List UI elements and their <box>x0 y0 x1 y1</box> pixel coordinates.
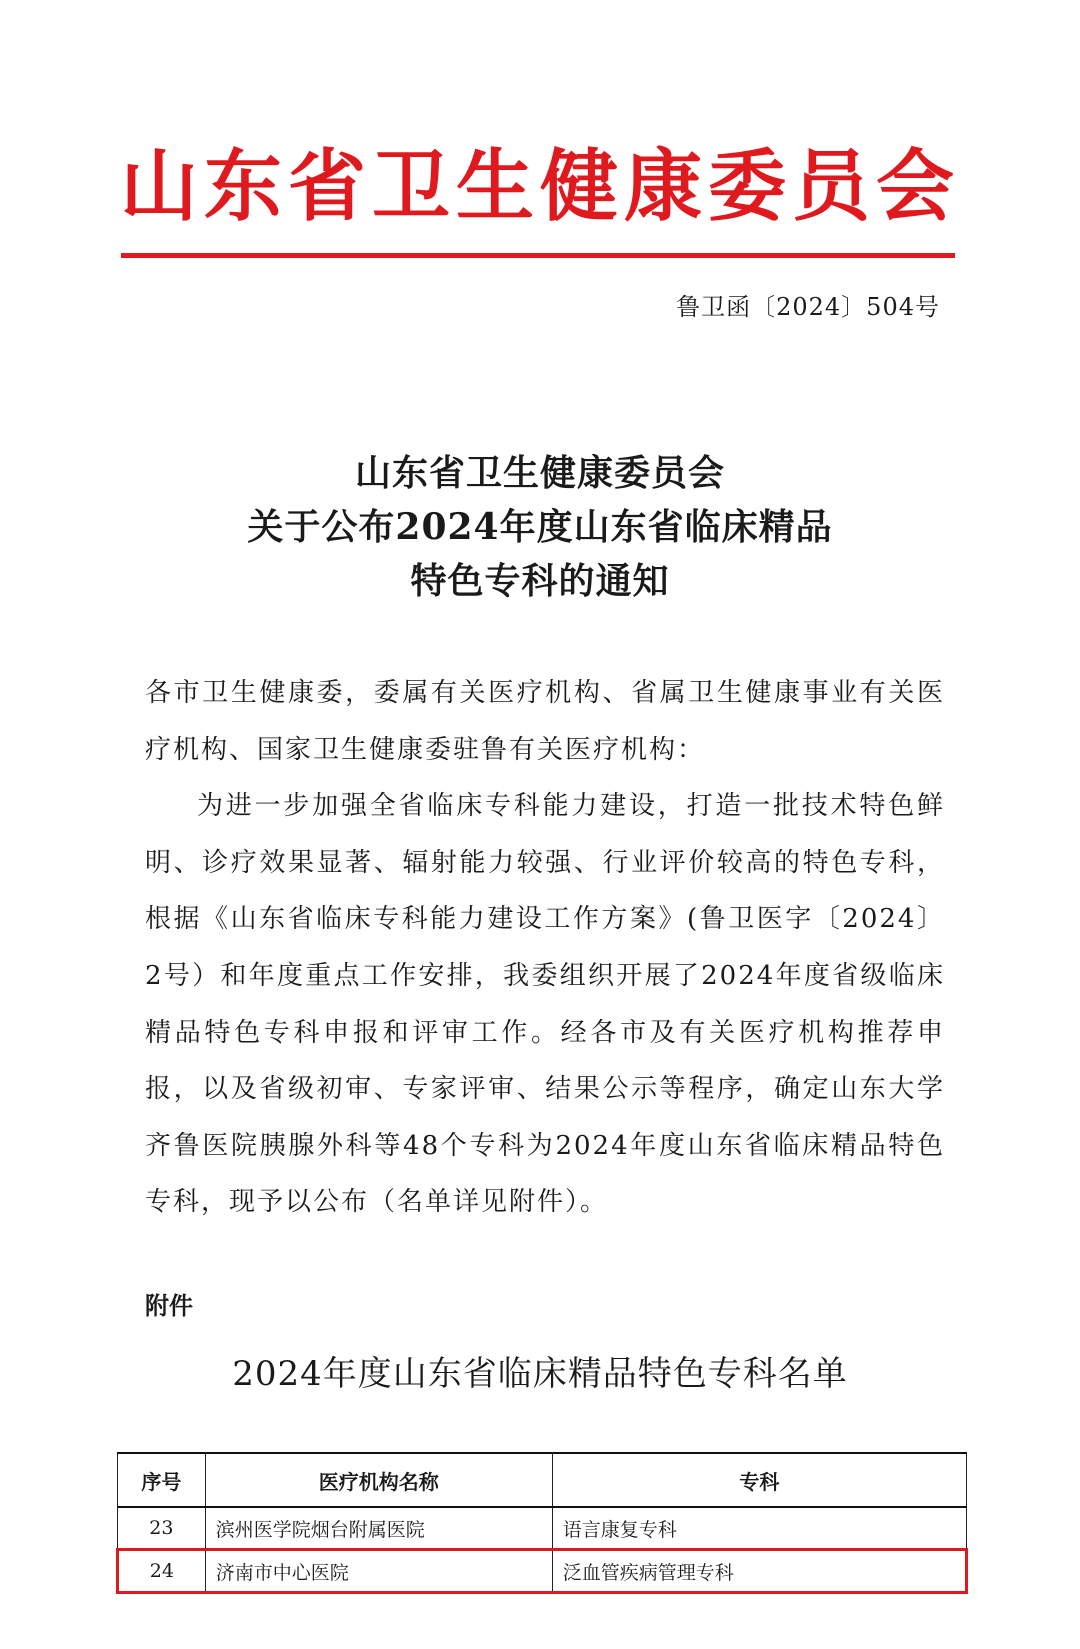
row-index: 24 <box>118 1550 206 1593</box>
row-index: 23 <box>118 1507 206 1550</box>
letterhead-org-name: 山东省卫生健康委员会 <box>119 142 960 232</box>
header-institution: 医疗机构名称 <box>205 1453 552 1507</box>
table-row-highlighted <box>118 1550 967 1593</box>
header-index: 序号 <box>118 1453 206 1507</box>
header-specialty: 专科 <box>552 1453 966 1507</box>
row-specialty: 泛血管疾病管理专科 <box>552 1550 966 1593</box>
notice-title-line-1: 山东省卫生健康委员会 <box>354 452 725 494</box>
attachment-list-title: 2024年度山东省临床精品特色专科名单 <box>232 1354 848 1394</box>
notice-body <box>145 665 945 1231</box>
document-number: 鲁卫函〔2024〕504号 <box>676 293 940 321</box>
row-institution: 济南市中心医院 <box>205 1550 552 1593</box>
attachment-label: 附件 <box>145 1292 193 1320</box>
table-row <box>118 1507 967 1550</box>
row-institution: 滨州医学院烟台附属医院 <box>205 1507 552 1550</box>
table-header-row <box>118 1453 967 1507</box>
specialty-table <box>116 1452 968 1594</box>
body-paragraph: 为进一步加强全省临床专科能力建设，打造一批技术特色鲜明、诊疗效果显著、辐射能力较强、行业评价较高的特色专科，根据《山东省临床专科能力建设工作方案》(鲁卫医字〔2024〕2号）和年度重点工作安排，我委组织开展了2024年度省级临床精品特色专科申报和评审工作。经各市及有关医疗机构推荐申报，以及省级初审、专家评审、结果公示等程序，确定山东大学齐鲁医院胰腺外科等48个专科为2024年度山东省临床精品特色专科，现予以公布（名单详见附件）。 <box>145 791 945 1218</box>
notice-title-line-2: 关于公布2024年度山东省临床精品 <box>247 506 833 548</box>
row-specialty: 语言康复专科 <box>552 1507 966 1550</box>
notice-title-line-3: 特色专科的通知 <box>410 560 670 602</box>
salutation: 各市卫生健康委，委属有关医疗机构、省属卫生健康事业有关医疗机构、国家卫生健康委驻鲁有关医疗机构： <box>145 678 945 765</box>
letterhead-red-rule <box>121 253 955 258</box>
